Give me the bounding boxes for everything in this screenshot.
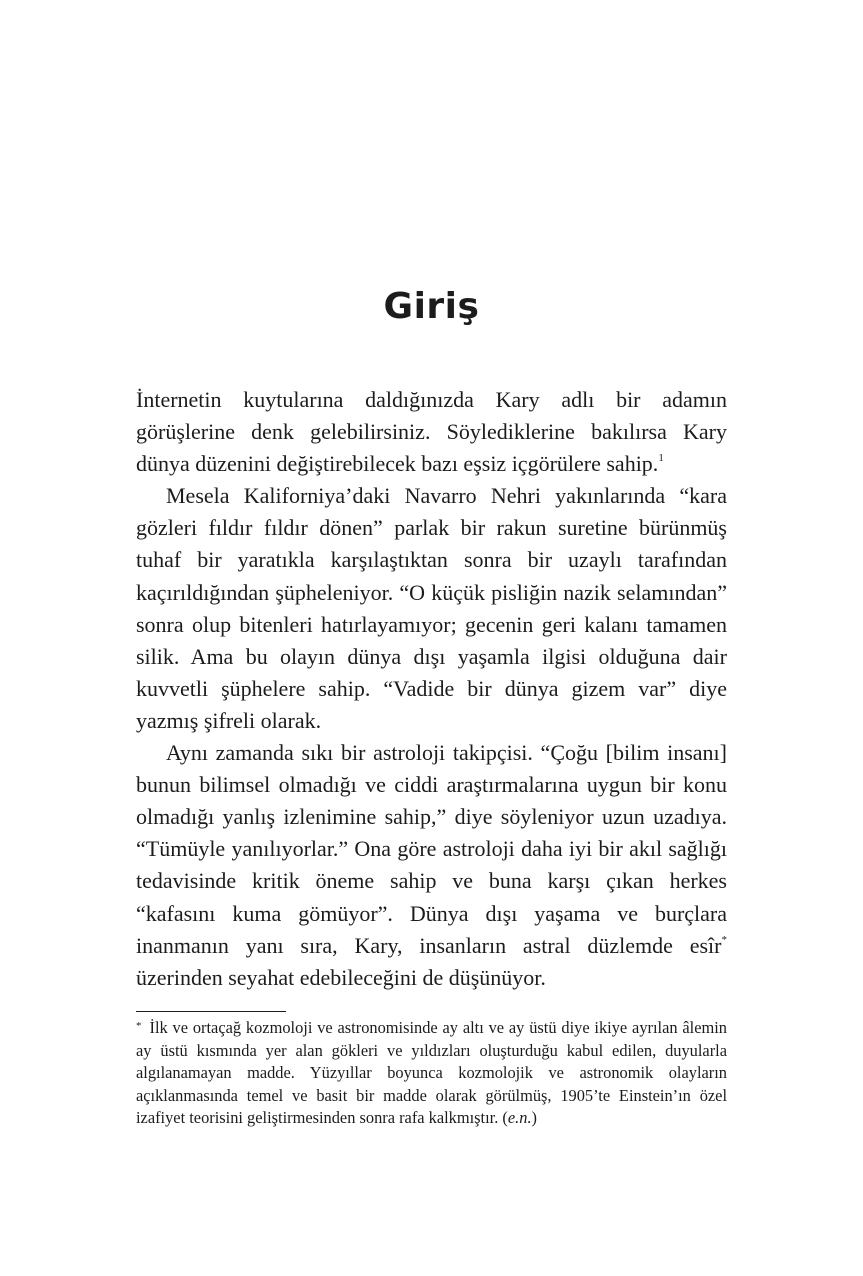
footnote-divider [136,1011,286,1012]
footnote-ref-asterisk[interactable]: * [721,933,727,946]
chapter-title: Giriş [383,286,480,328]
endnote-ref-1[interactable]: 1 [658,452,664,465]
paragraph-2-text: Mesela Kaliforniya’daki Navarro Nehri yakınlarında “kara gözleri fıldır fıldır dönen” parlak bir rakun suretine bürünmüş tuhaf bir yaratıkla karşılaştıktan sonra bir uzaylı tarafından kaçırıldığından şüpheleniyor. “O küçük pisliğin nazik selamından” sonra olup bitenleri hatırlayamıyor; gecenin geri kalanı tamamen silik. Ama bu olayın dünya dışı yaşamla ilgisi olduğuna dair kuvvetli şüphelere sahip. “Vadide bir dünya gizem var” diye yazmış şifreli olarak. [136,483,727,733]
footnote [136,1015,727,1130]
paragraph-2 [136,480,727,737]
footnote-closing: ) [531,1108,538,1128]
footnote-text: İlk ve ortaçağ kozmoloji ve astronomisinde ay altı ve ay üstü diye ikiye ayrılan âlemin ay üstü kısmında yer alan gökleri ve yıldızları oluşturduğu kabul edilen, duyularla algılanamayan madde. Yüzyıllar boyunca kozmolojik ve astronomik olayların açıklanmasında temel ve basit bir madde olarak görülmüş, 1905’te Einstein’ın özel izafiyet teorisini geliştirmesinden sonra rafa kalkmıştır. ( [136,1018,727,1128]
paragraph-3-text: Aynı zamanda sıkı bir astroloji takipçisi. “Çoğu [bilim insanı] bunun bilimsel olmadığı ve ciddi araştırmalarına uygun bir konu olmadığı yanlış izlenimine sahip,” diye söyleniyor uzun uzadıya. “Tümüyle yanılıyorlar.” Ona göre astroloji daha iyi bir akıl sağlığı tedavisinde kritik öneme sahip ve buna karşı çıkan herkes “kafasını kuma gömüyor”. Dünya dışı yaşama ve burçlara inanmanın yanı sıra, Kary, insanların astral düzlemde esîr [136,740,727,958]
paragraph-1 [136,384,727,480]
paragraph-3 [136,737,727,994]
footnote-attribution: e.n. [507,1108,532,1128]
footnote-mark: * [136,1020,142,1032]
paragraph-1-text: İnternetin kuytularına daldığınızda Kary adlı bir adamın görüşlerine denk gelebilirsiniz. Söylediklerine bakılırsa Kary dünya düzenini değiştirebilecek bazı eşsiz içgörülere sahip. [136,387,727,477]
paragraph-3-text-end: üzerinden seyahat edebileceğini de düşünüyor. [136,964,546,990]
chapter-body [136,384,727,994]
